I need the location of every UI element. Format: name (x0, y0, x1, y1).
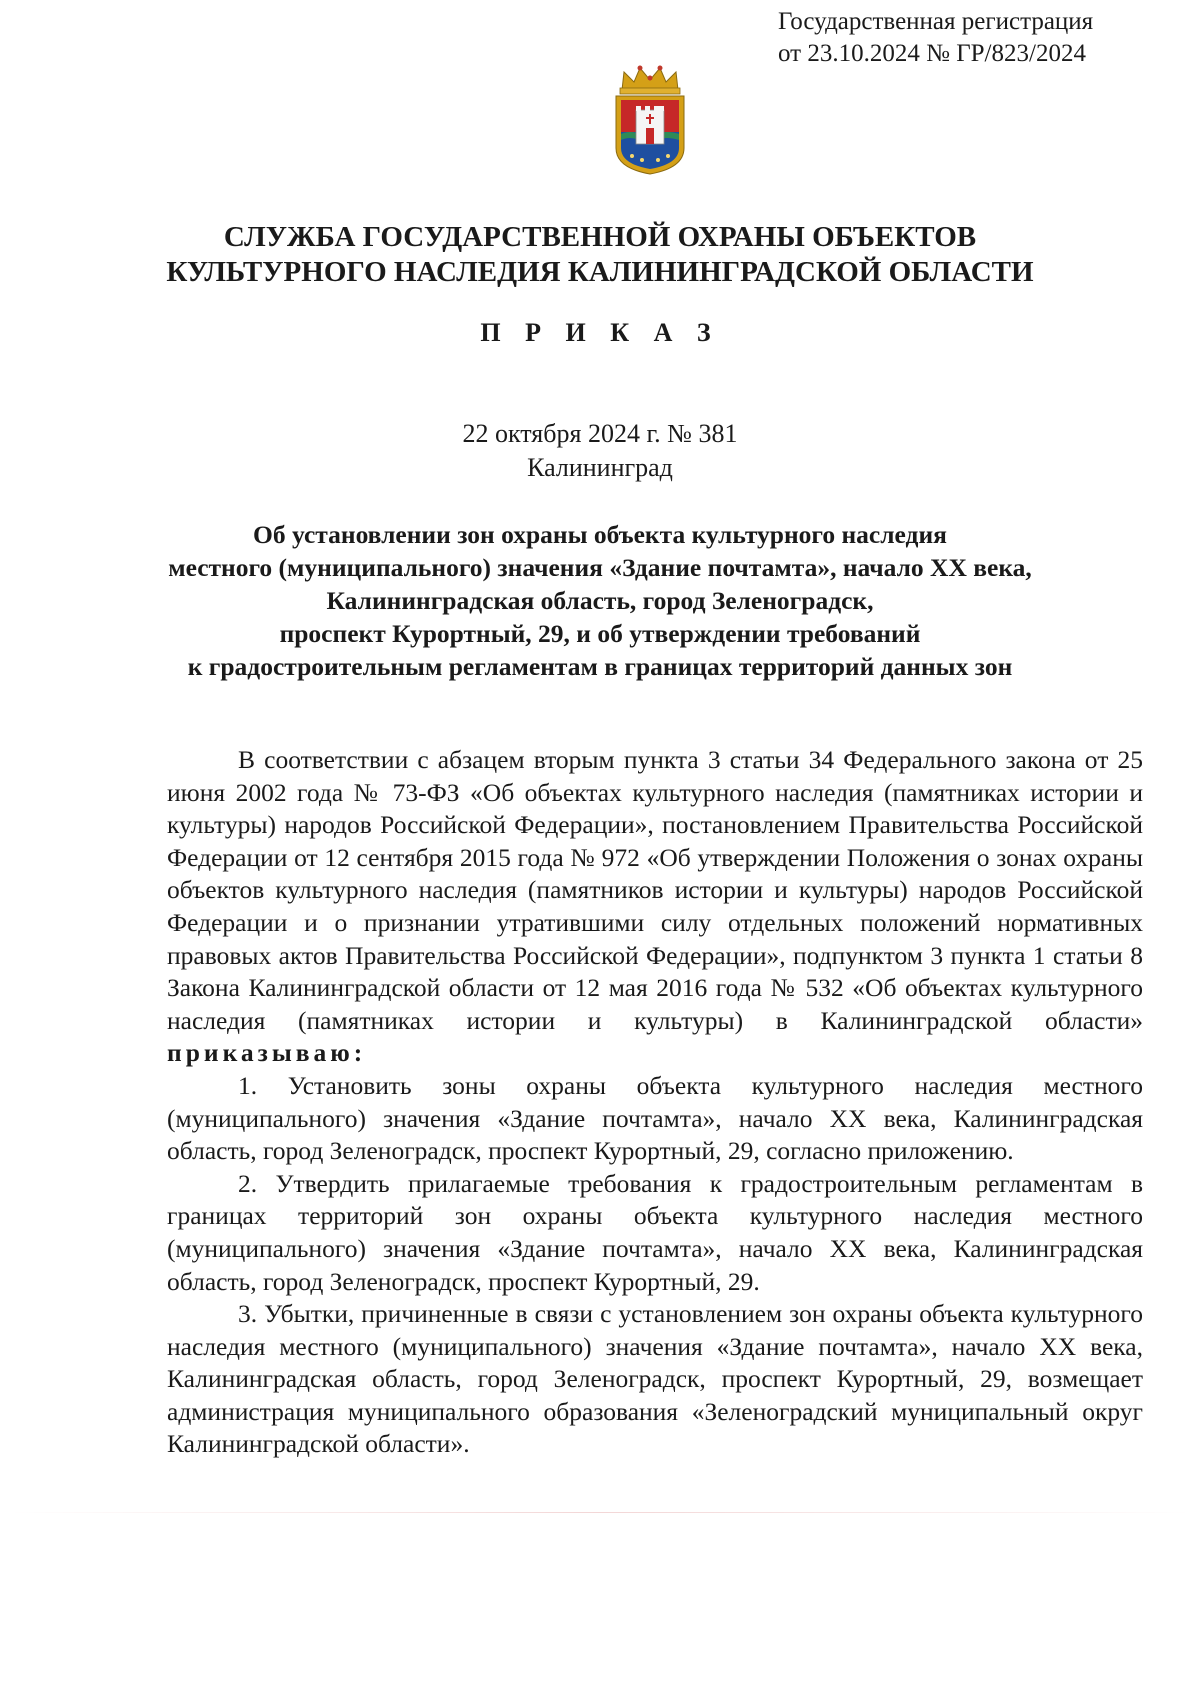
organization-name (0, 220, 1200, 290)
organization-line-2: КУЛЬТУРНОГО НАСЛЕДИЯ КАЛИНИНГРАДСКОЙ ОБЛАСТИ (166, 256, 1034, 288)
order-item-1: 1. Установить зоны охраны объекта культурного наследия местного (муниципального) значения «Здание почтамта», начало XX века, Калининградская область, город Зеленоградск, проспект Курортный, 29, согласно приложению. (167, 1070, 1143, 1166)
subject-line-5: к градостроительным регламентам в границах территорий данных зон (187, 652, 1013, 681)
subject-line-1: Об установлении зон охраны объекта культурного наследия (253, 520, 947, 549)
order-item-3: 3. Убытки, причиненные в связи с установлением зон охраны объекта культурного наследия местного (муниципального) значения «Здание почтамта», начало XX века, Калининградская область, город Зеленоградск, проспект Курортный, 29, возмещает администрация муниципального образования «Зеленоградский муниципальный округ Калининградской области». (167, 1299, 1143, 1459)
organization-line-1: СЛУЖБА ГОСУДАРСТВЕННОЙ ОХРАНЫ ОБЪЕКТОВ (223, 221, 977, 253)
preamble-text: В соответствии с абзацем вторым пункта 3 статьи 34 Федерального закона от 25 июня 2002 года № 73-ФЗ «Об объектах культурного наследия (памятниках истории и культуры) народов Российской Федерации», постановлением Правительства Российской Федерации от 12 сентября 2015 года № 972 «Об утверждении Положения о зонах охраны объектов культурного наследия (памятников истории и культуры) народов Российской Федерации и о признании утратившими силу отдельных положений нормативных правовых актов Правительства Российской Федерации», подпунктом 3 пункта 1 статьи 8 Закона Калининградской области от 12 мая 2016 года № 532 «Об объектах культурного наследия (памятниках истории и культуры) в Калининградской области» (167, 745, 1143, 1035)
date-and-place (0, 417, 1200, 485)
registration-line-2: от 23.10.2024 № ГР/823/2024 (778, 40, 1086, 67)
scan-artifact-line (10, 1512, 1190, 1513)
kaliningrad-coat-of-arms-icon (612, 60, 688, 176)
subject-line-2: местного (муниципального) значения «Здание почтамта», начало XX века, (168, 553, 1032, 582)
registration-line-1: Государственная регистрация (778, 8, 1094, 35)
document-type: П Р И К А З (480, 318, 720, 347)
date-number: 22 октября 2024 г. № 381 (462, 419, 738, 448)
document-body (167, 744, 1143, 1461)
order-word: приказываю: (167, 1038, 367, 1068)
state-registration-stamp (778, 6, 1178, 70)
subject-line-3: Калининградская область, город Зеленоградск, (326, 586, 874, 615)
city: Калининград (527, 453, 673, 482)
subject-line-4: проспект Курортный, 29, и об утверждении требований (279, 619, 921, 648)
document-subject (0, 518, 1200, 683)
order-item-2: 2. Утвердить прилагаемые требования к градостроительным регламентам в границах территорий зон охраны объекта культурного наследия местного (муниципального) значения «Здание почтамта», начало XX века, Калининградская область, город Зеленоградск, проспект Курортный, 29. (167, 1168, 1143, 1296)
preamble-paragraph (167, 744, 1143, 1070)
